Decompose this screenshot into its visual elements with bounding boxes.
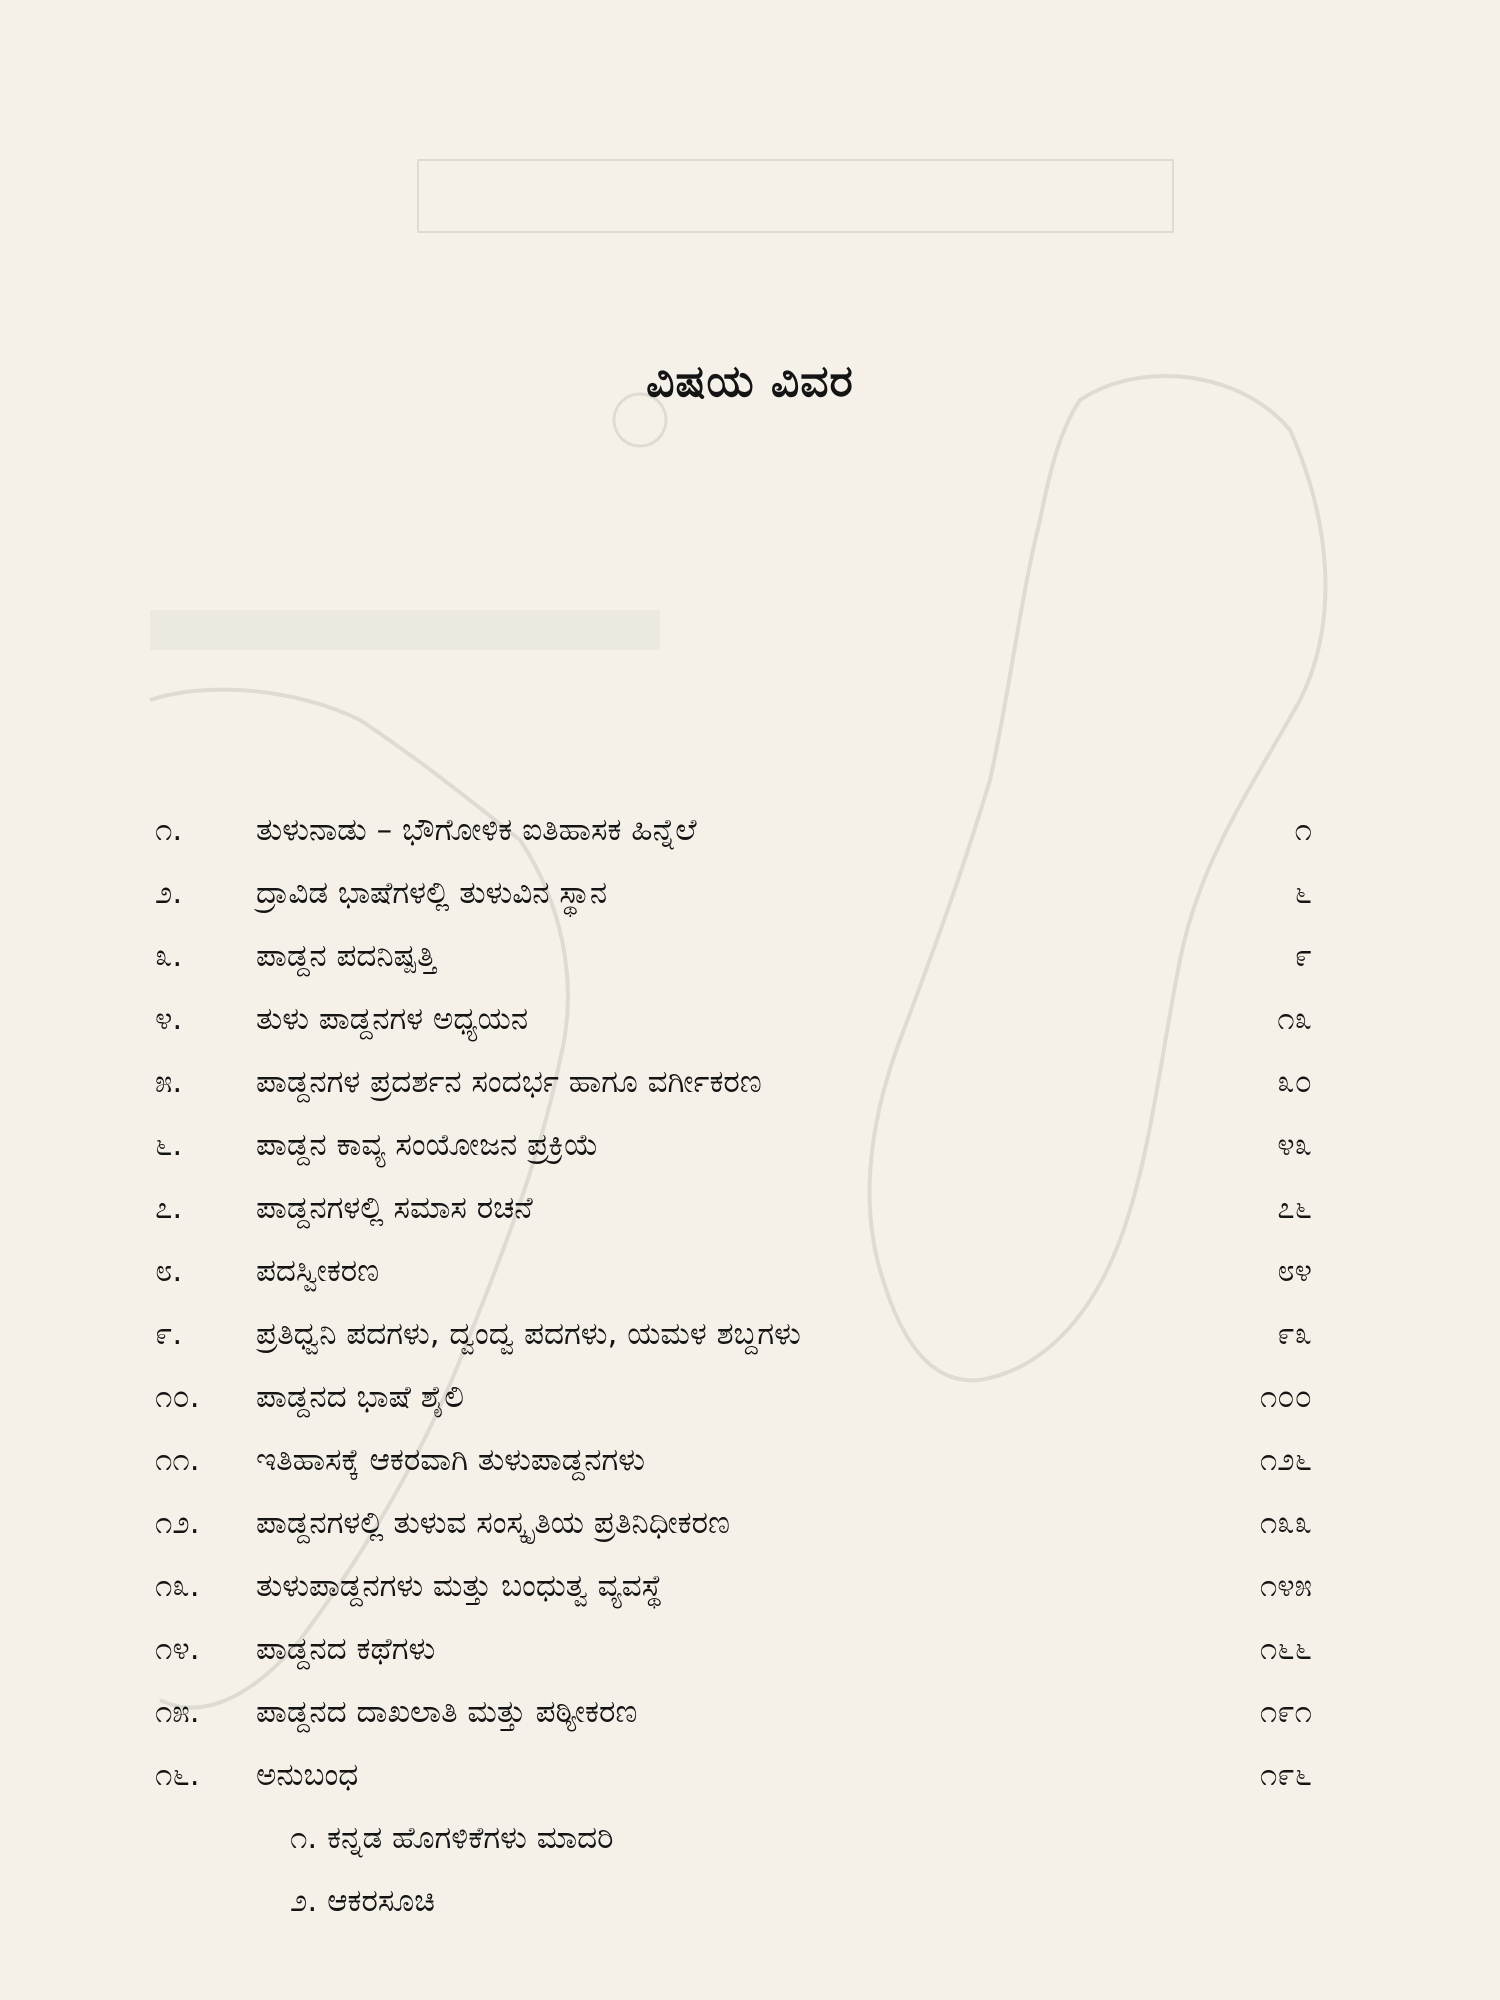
entry-number: ೧. [155,812,183,848]
toc-entry [0,1367,1500,1427]
toc-sub-entry [0,1808,1500,1868]
entry-page: ೧ [1294,812,1312,848]
sub-entry-title: ೧. ಕನ್ನಡ ಹೊಗಳಿಕೆಗಳು ಮಾದರಿ [290,1820,614,1856]
entry-page: ೧೪೫ [1259,1568,1312,1604]
toc-entry [0,989,1500,1049]
entry-number: ೮. [155,1253,183,1289]
entry-number: ೫. [155,1064,183,1100]
entry-title: ಪಾಡ್ದನದ ಭಾಷೆ ಶೈಲಿ [256,1379,464,1415]
entry-page: ೯೩ [1277,1316,1312,1352]
entry-page: ೧೬೬ [1259,1631,1312,1667]
entry-title: ಪಾಡ್ದನಗಳಲ್ಲಿ ಸಮಾಸ ರಚನೆ [256,1190,533,1226]
toc-entry [0,1430,1500,1490]
entry-title: ಇತಿಹಾಸಕ್ಕೆ ಆಕರವಾಗಿ ತುಳುಪಾಡ್ದನಗಳು [256,1442,645,1478]
entry-number: ೪. [155,1001,183,1037]
toc-entry [0,1178,1500,1238]
entry-title: ತುಳುಪಾಡ್ದನಗಳು ಮತ್ತು ಬಂಧುತ್ವ ವ್ಯವಸ್ಥೆ [256,1568,663,1604]
toc-entry [0,1556,1500,1616]
entry-page: ೭೬ [1277,1190,1312,1226]
entry-number: ೧೩. [155,1568,200,1604]
entry-title: ಪಾಡ್ದನದ ಕಥೆಗಳು [256,1631,436,1667]
toc-entry [0,1682,1500,1742]
toc-entry [0,800,1500,860]
entry-number: ೧೫. [155,1694,200,1730]
entry-number: ೧೧. [155,1442,200,1478]
entry-number: ೨. [155,875,183,911]
toc-sub-entry [0,1871,1500,1931]
entry-page: ೯ [1294,938,1312,974]
entry-number: ೧೬. [155,1757,200,1793]
entry-number: ೧೨. [155,1505,200,1541]
entry-title: ಪಾಡ್ದನಗಳ ಪ್ರದರ್ಶನ ಸಂದರ್ಭ ಹಾಗೂ ವರ್ಗೀಕರಣ [256,1064,762,1100]
entry-title: ಪದಸ್ವೀಕರಣ [256,1253,380,1289]
entry-page: ೮೪ [1277,1253,1312,1289]
entry-number: ೭. [155,1190,183,1226]
entry-page: ೬ [1294,875,1312,911]
entry-title: ತುಳುನಾಡು – ಭೌಗೋಳಿಕ ಐತಿಹಾಸಕ ಹಿನ್ನೆಲೆ [256,812,697,848]
toc-entry [0,1493,1500,1553]
entry-title: ಪ್ರತಿಧ್ವನಿ ಪದಗಳು, ದ್ವಂದ್ವ ಪದಗಳು, ಯಮಳ ಶಬ್ದಗಳು [256,1316,801,1352]
entry-title: ಪಾಡ್ದನದ ದಾಖಲಾತಿ ಮತ್ತು ಪಠ್ಯೀಕರಣ [256,1694,638,1730]
entry-page: ೧೨೬ [1259,1442,1312,1478]
toc-entry [0,1115,1500,1175]
entry-title: ತುಳು ಪಾಡ್ದನಗಳ ಅಧ್ಯಯನ [256,1001,529,1037]
entry-title: ಅನುಬಂಧ [256,1757,359,1793]
entry-page: ೧೩ [1277,1001,1312,1037]
entry-title: ಪಾಡ್ದನಗಳಲ್ಲಿ ತುಳುವ ಸಂಸ್ಕೃತಿಯ ಪ್ರತಿನಿಧೀಕರಣ [256,1505,731,1541]
toc-entry [0,1745,1500,1805]
entry-number: ೧೪. [155,1631,200,1667]
sub-entry-title: ೨. ಆಕರಸೂಚಿ [290,1883,435,1919]
toc-entry [0,1304,1500,1364]
entry-title: ಪಾಡ್ದನ ಕಾವ್ಯ ಸಂಯೋಜನ ಪ್ರಕ್ರಿಯೆ [256,1127,599,1163]
entry-page: ೧೦೦ [1259,1379,1312,1415]
toc-entry [0,926,1500,986]
entry-page: ೩೦ [1277,1064,1312,1100]
toc-entry [0,1241,1500,1301]
toc-entry [0,1052,1500,1112]
entry-page: ೧೩೩ [1259,1505,1312,1541]
entry-page: ೧೯೧ [1259,1694,1312,1730]
entry-page: ೪೩ [1277,1127,1312,1163]
toc-entry [0,863,1500,923]
entry-page: ೧೯೬ [1259,1757,1312,1793]
page-title: ವಿಷಯ ವಿವರ [646,356,854,407]
entry-title: ಪಾಡ್ದನ ಪದನಿಷ್ಪತ್ತಿ [256,938,437,974]
entry-number: ೩. [155,938,183,974]
entry-number: ೬. [155,1127,183,1163]
entry-number: ೧೦. [155,1379,200,1415]
entry-number: ೯. [155,1316,183,1352]
entry-title: ದ್ರಾವಿಡ ಭಾಷೆಗಳಲ್ಲಿ ತುಳುವಿನ ಸ್ಥಾನ [256,875,608,911]
toc-entry [0,1619,1500,1679]
